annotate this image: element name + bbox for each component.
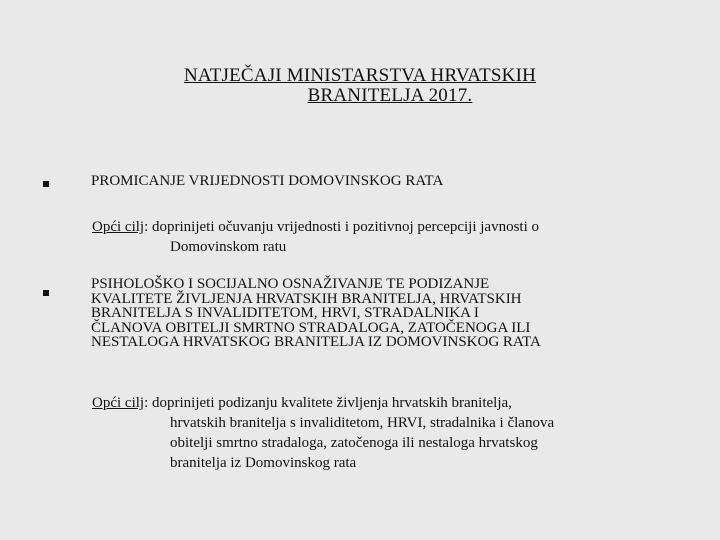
square-bullet-icon	[43, 181, 49, 187]
item-2-heading	[91, 277, 691, 350]
title-line-2: BRANITELJA 2017.	[307, 85, 473, 106]
goal-label: Opći cilj:	[92, 395, 149, 411]
item-2-heading-line: KVALITETE ŽIVLJENJA HRVATSKIH BRANITELJA, HRVATSKIH	[91, 290, 522, 307]
goal-text-line: obitelji smrtno stradaloga, zatočenoga ili nestaloga hrvatskog	[170, 435, 538, 451]
slide-title	[0, 66, 720, 106]
item-1-heading-line: PROMICANJE VRIJEDNOSTI DOMOVINSKOG RATA	[91, 173, 444, 189]
title-line-1: NATJEČAJI MINISTARSTVA HRVATSKIH	[183, 65, 537, 86]
goal-text-line: branitelja iz Domovinskog rata	[170, 455, 357, 471]
goal-text-first: doprinijeti očuvanju vrijednosti i pozitivnoj percepciji javnosti o	[148, 219, 540, 235]
goal-text-line: hrvatskih branitelja s invaliditetom, HRVI, stradalnika i članova	[170, 415, 555, 431]
goal-text-line: Domovinskom ratu	[170, 239, 287, 255]
goal-text-first: doprinijeti podizanju kvalitete življenja hrvatskih branitelja,	[148, 395, 512, 411]
item-2-heading-line: NESTALOGA HRVATSKOG BRANITELJA IZ DOMOVINSKOG RATA	[91, 334, 541, 350]
item-2-heading-line: ČLANOVA OBITELJI SMRTNO STRADALOGA, ZATOČENOGA ILI	[91, 319, 531, 336]
item-2-heading-line: PSIHOLOŠKO I SOCIJALNO OSNAŽIVANJE TE PODIZANJE	[91, 276, 490, 292]
goal-label: Opći cilj:	[92, 219, 149, 235]
item-1-heading	[91, 174, 651, 189]
item-2-heading-line: BRANITELJA S INVALIDITETOM, HRVI, STRADALNIKA I	[91, 305, 479, 321]
square-bullet-icon	[43, 290, 49, 296]
item-1-goal	[92, 217, 652, 257]
item-2-goal	[92, 393, 632, 473]
